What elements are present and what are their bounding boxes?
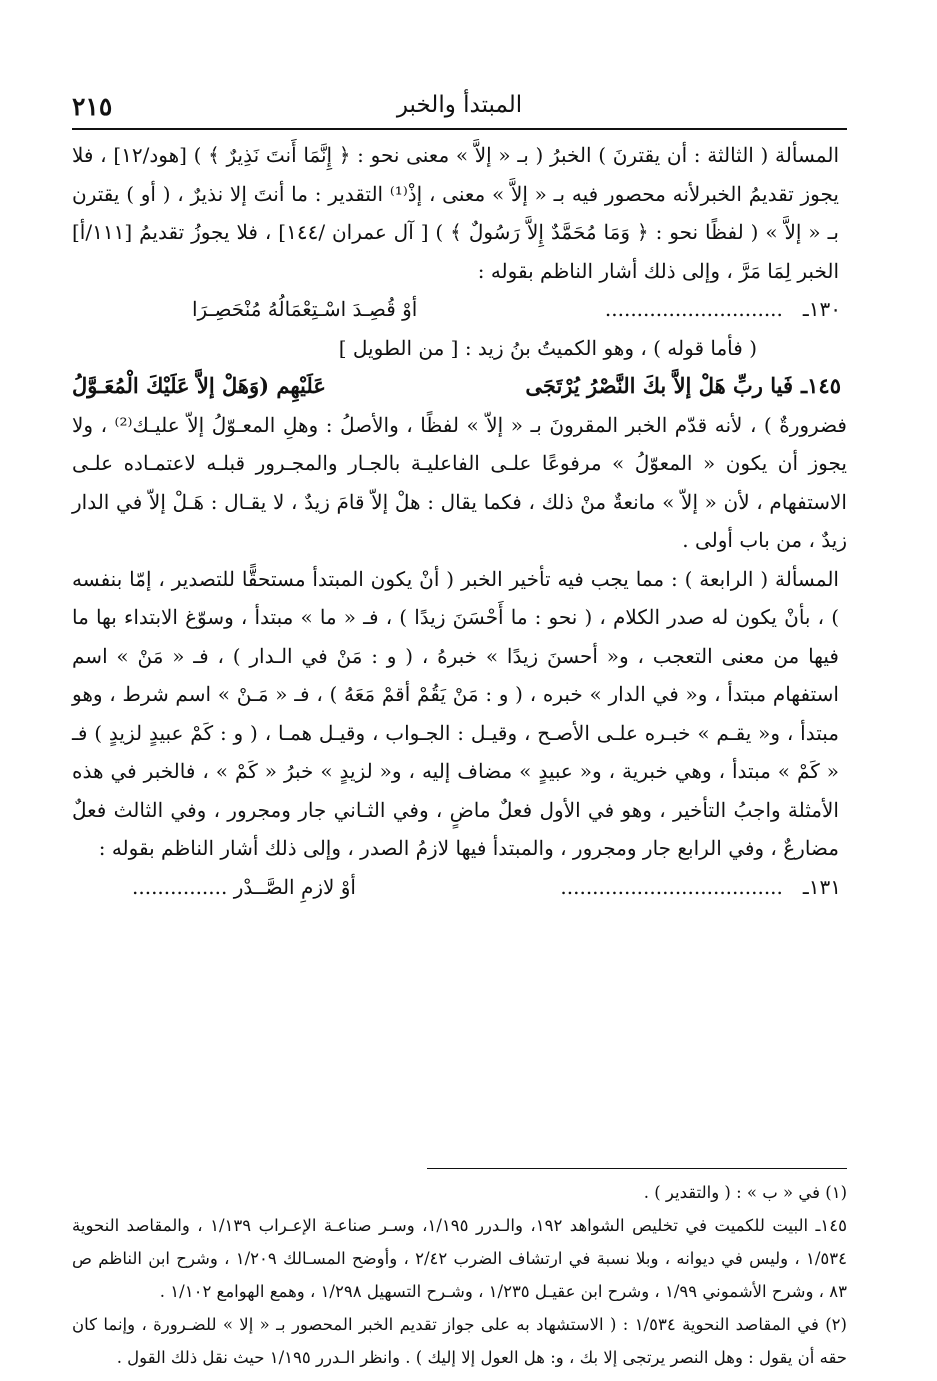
verse-second-hemistich: أوْ قُصِـدَ اسْـتِعْمَالُهُ مُنْحَصِـرَا <box>192 297 418 321</box>
paragraph-third-issue: المسألة ( الثالثة : أن يقترنَ ) الخبرُ ( بـ « إلاَّ » معنى نحو : ﴿ إِنَّمَا أَنتَ نَذِيرٌ ﴾ ) [هود/١٢] ، فلا يجوز تقديمُ الخبرلأنه محصور فيه بـ « إلاَّ » معنى ، إذْ⁽¹⁾ التقدير : ما أنتَ إلا نذيرٌ ، ( أو ) يقترن بـ « إلاَّ » ( لفظًا نحو : ﴿ وَمَا مُحَمَّدٌ إِلاَّ رَسُولٌ ﴾ ) [ آل عمران /١٤٤] ، فلا يجوزُ تقديمُ [١١١/أ] الخبر لِمَا مَرَّ ، وإلى ذلك أشار الناظم بقوله : <box>72 143 839 283</box>
verse-145 <box>72 367 841 406</box>
verse-second-hemistich: عَلَيْهِم (وَهَلْ إلاَّ عَلَيْكَ الْمُعَـوَّلُ <box>72 373 326 398</box>
footnote-rule <box>427 1168 847 1169</box>
paragraph-fourth-issue: المسألة ( الرابعة ) : مما يجب فيه تأخير الخبر ( أنْ يكون المبتدأ مستحقًّا للتصدير ، إمّا بنفسه ) ، بأنْ يكون له صدر الكلام ، ( نحو : ما أَحْسَنَ زيدًا ) ، فـ « ما » مبتدأ ، وسوّغ الابتداء بها ما فيها من معنى التعجب ، و« أحسنَ زيدًا » خبرهُ ، ( و : مَنْ في الـدار ) ، فـ « مَنْ » اسم استفهام مبتدأ ، و« في الدار » خبره ، ( و : مَنْ يَقُمْ أقمْ مَعَهُ ) ، فـ « مَـنْ » اسم شرط ، وهو مبتدأ ، و« يقـم » خبـره علـى الأصـح ، وقيـل : الجـواب ، وقيـل همـا ، ( و : كَمْ عبيدٍ لزيدٍ ) فـ « كَمْ » مبتدأ ، وهي خبرية ، و« عبيدٍ » مضاف إليه ، و« لزيدٍ » خبرُ « كَمْ » ، فالخبر في هذه الأمثلة واجبُ التأخير ، وهو في الأول فعلٌ ماضٍ ، وفي الثـاني جار ومجرور ، وفي الثالث فعلٌ مضارعٌ ، وفي الرابع جار ومجرور ، والمبتدأ فيها لازمُ الصدر ، وإلى ذلك أشار الناظم بقوله : <box>72 566 839 860</box>
verse-130 <box>72 290 841 329</box>
verse-second-hemistich: أوْ لازمِ الصَّــدْر ............... <box>132 874 356 899</box>
verse-first-hemistich: فَيا ربِّ هَلْ إلاَّ بكَ النَّصْرُ يُرْتَجَى <box>525 373 793 398</box>
verse-first-hemistich: ............................ <box>604 297 783 321</box>
header-rule <box>72 128 847 130</box>
verse-number: ١٣١ـ <box>802 874 841 899</box>
page-number: ٢١٥ <box>72 92 113 121</box>
footnotes <box>72 1176 847 1374</box>
page-header <box>72 88 847 128</box>
paragraph-quote-intro: ( فأما قوله ) ، وهو الكميتُ بنُ زيد : [ من الطويل ] <box>338 335 757 360</box>
footnote-145: ١٤٥ـ البيت للكميت في تخليص الشواهد ١٩٢، والـدرر ١/١٩٥، وسـر صناعـة الإعـراب ١/١٣٩ ، والمقاصد النحوية ١/٥٣٤ ، وليس في ديوانه ، وبلا نسبة في ارتشاف الضرب ٢/٤٢ ، وأوضح المسـالك ١/٢٠٩ ، وشرح ابن الناظم ص ٨٣ ، وشرح الأشموني ١/٩٩ ، وشرح ابن عقيـل ١/٢٣٥ ، وشـرح التسهيل ١/٢٩٨ ، وهمع الهوامع ١/١٠٢ . <box>72 1216 848 1301</box>
paragraph-commentary: فضرورةٌ ) ، لأنه قدّم الخبر المقرونَ بـ « إلاّ » لفظًا ، والأصلُ : وهلِ المعـوّلُ إلاّ عليـك⁽²⁾ ، ولا يجوز أن يكون « المعوّلُ » مرفوعًا علـى الفاعليـة بالجـار والمجـرور قبلـه لاعتمـاده علـى الاستفهام ، لأن « إلاّ » مانعةٌ منْ ذلك ، فكما يقال : هلْ إلاّ قامَ زيدٌ ، لا يقـال : هَـلْ إلاّ في الدار زيدٌ ، من باب أولى . <box>72 412 847 552</box>
book-page <box>72 88 848 1367</box>
main-text <box>72 136 847 906</box>
running-title: المبتدأ والخبر <box>396 92 523 118</box>
footnote-2: (٢) في المقاصد النحوية ١/٥٣٤ : ( الاستشهاد به على جواز تقديم الخبر المحصور بـ « إلا » للضـرورة ، وإنما كان حقه أن يقول : وهل النصر يرتجى إلا بك ، و: هل العول إلا إليك ) . وانظر الـدرر ١/١٩٥ حيث نقل ذلك القول . <box>72 1315 847 1367</box>
verse-number: ١٤٥ـ <box>801 373 841 398</box>
footnote-1: (١) في « ب » : ( والتقدير ) . <box>643 1183 847 1202</box>
verse-number: ١٣٠ـ <box>802 297 841 321</box>
verse-first-hemistich: ................................... <box>560 874 783 899</box>
verse-131 <box>72 868 841 907</box>
